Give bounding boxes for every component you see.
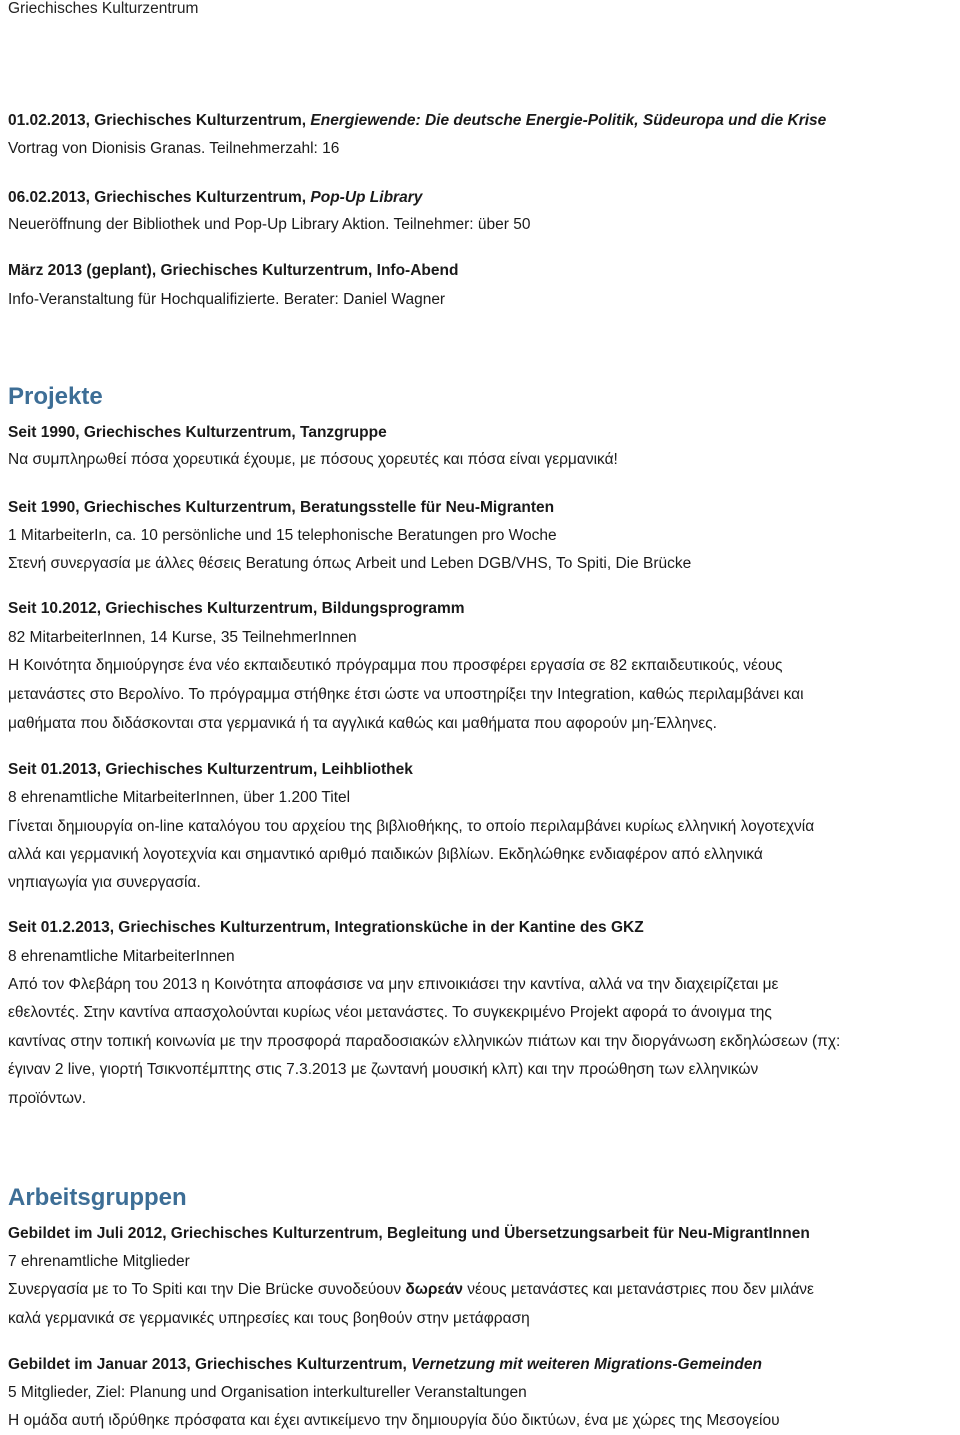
projekt-4-line: νηπιαγωγία για συνεργασία. [8,874,201,891]
projekt-3-line: μετανάστες στο Βερολίνο. Το πρόγραμμα στήθηκε έτσι ώστε να υποστηρίξει την Integration, καθώς περιλαμβάνει και [8,686,804,703]
event-2-title: Pop-Up Library [310,189,423,206]
gruppe-2-title: Vernetzung mit weiteren Migrations-Gemeinden [411,1356,762,1373]
projekt-5-line: καντίνας στην τοπική κοινωνία με την προσφορά παραδοσιακών ελληνικών πιάτων και την διοργάνωση εκδηλώσεων (πχ: [8,1033,841,1050]
projekt-2-line: Στενή συνεργασία με άλλες θέσεις Beratung όπως Arbeit und Leben DGB/VHS, To Spiti, Die Brücke [8,555,692,572]
projekt-2-line: 1 MitarbeiterIn, ca. 10 persönliche und 15 telephonische Beratungen pro Woche [8,527,557,544]
gruppe-1-line: 7 ehrenamtliche Mitglieder [8,1253,190,1270]
gruppe-1-text: Συνεργασία με το To Spiti και την Die Brücke συνοδεύουν [8,1281,406,1298]
event-1-description: Vortrag von Dionisis Granas. Teilnehmerzahl: 16 [8,140,340,157]
projekt-4-line: 8 ehrenamtliche MitarbeiterInnen, über 1.200 Titel [8,789,351,806]
event-3-heading: März 2013 (geplant), Griechisches Kulturzentrum, Info-Abend [8,262,459,279]
projekt-1-heading: Seit 1990, Griechisches Kulturzentrum, Tanzgruppe [8,424,387,441]
projekt-3-line: Η Κοινότητα δημιούργησε ένα νέο εκπαιδευτικό πρόγραμμα που προσφέρει εργασία σε 82 εκπαιδευτικούς, νέους [8,657,783,674]
event-1-heading [8,112,826,131]
projekt-3-heading: Seit 10.2012, Griechisches Kulturzentrum, Bildungsprogramm [8,600,465,617]
projekte-heading: Projekte [8,383,103,410]
projekt-5-line: 8 ehrenamtliche MitarbeiterInnen [8,948,235,965]
gruppe-2-line: Η ομάδα αυτή ιδρύθηκε πρόσφατα και έχει αντικείμενο την δημιουργία δύο δικτύων, ένα με χώρες της Μεσογείου [8,1412,780,1429]
projekt-5-line: έγιναν 2 live, γιορτή Τσικνοπέμπτης στις 7.3.2013 με ζωντανή μουσική κλπ) και την προώθηση των ελληνικών [8,1061,759,1078]
event-2-heading [8,189,422,208]
gruppe-2-line: 5 Mitglieder, Ziel: Planung und Organisation interkultureller Veranstaltungen [8,1384,527,1401]
projekt-5-line: προϊόντων. [8,1090,87,1107]
projekt-4-heading: Seit 01.2013, Griechisches Kulturzentrum, Leihbliothek [8,761,413,778]
gruppe-1-line [8,1281,814,1300]
gruppe-1-text: νέους μετανάστες και μετανάστριες που δεν μιλάνε [463,1281,814,1298]
event-1-date: 01.02.2013, Griechisches Kulturzentrum, [8,112,311,129]
event-1-title: Energiewende: Die deutsche Energie-Politik, Südeuropa und die Krise [310,112,827,129]
gruppe-1-line: καλά γερμανικά σε γερμανικές υπηρεσίες και τους βοηθούν στην μετάφραση [8,1310,530,1327]
projekt-1-line: Να συμπληρωθεί πόσα χορευτικά έχουμε, με πόσους χορευτές και πόσα είναι γερμανικά! [8,451,618,468]
projekt-4-line: αλλά και γερμανική λογοτεχνία και σημαντικό αριθμό παιδικών βιβλίων. Εκδηλώθηκε ενδιαφέρον από ελληνικά [8,846,763,863]
projekt-4-line: Γίνεται δημιουργία on-line καταλόγου του αρχείου της βιβλιοθήκης, το οποίο περιλαμβάνει κυρίως ελληνική λογοτεχνία [8,818,815,835]
gruppe-1-heading: Gebildet im Juli 2012, Griechisches Kulturzentrum, Begleitung und Übersetzungsarbeit für Neu-MigrantInnen [8,1225,810,1242]
projekt-5-heading: Seit 01.2.2013, Griechisches Kulturzentrum, Integrationsküche in der Kantine des GKZ [8,919,644,936]
gruppe-2-heading [8,1356,762,1375]
projekt-3-line: 82 MitarbeiterInnen, 14 Kurse, 35 TeilnehmerInnen [8,629,357,646]
event-2-date: 06.02.2013, Griechisches Kulturzentrum, [8,189,311,206]
projekt-5-line: εθελοντές. Στην καντίνα απασχολούνται κυρίως νέοι μετανάστες. Το συγκεκριμένο Projekt αφορά το άνοιγμα της [8,1004,772,1021]
page-header-title: Griechisches Kulturzentrum [8,0,199,17]
event-3-description: Info-Veranstaltung für Hochqualifizierte. Berater: Daniel Wagner [8,291,446,308]
gruppe-2-date: Gebildet im Januar 2013, Griechisches Kulturzentrum, [8,1356,412,1373]
event-2-description: Neueröffnung der Bibliothek und Pop-Up Library Aktion. Teilnehmer: über 50 [8,216,531,233]
projekt-5-line: Από τον Φλεβάρη του 2013 η Κοινότητα αποφάσισε να μην επινοικιάσει την καντίνα, αλλά να την διαχειρίζεται με [8,976,779,993]
projekt-2-heading: Seit 1990, Griechisches Kulturzentrum, Beratungsstelle für Neu-Migranten [8,499,555,516]
projekt-3-line: μαθήματα που διδάσκονται στα γερμανικά ή τα αγγλικά καθώς και μαθήματα που αφορούν μη-Έλληνες. [8,715,717,732]
arbeitsgruppen-heading: Arbeitsgruppen [8,1184,187,1211]
gruppe-1-emphasis: δωρεάν [405,1281,463,1298]
